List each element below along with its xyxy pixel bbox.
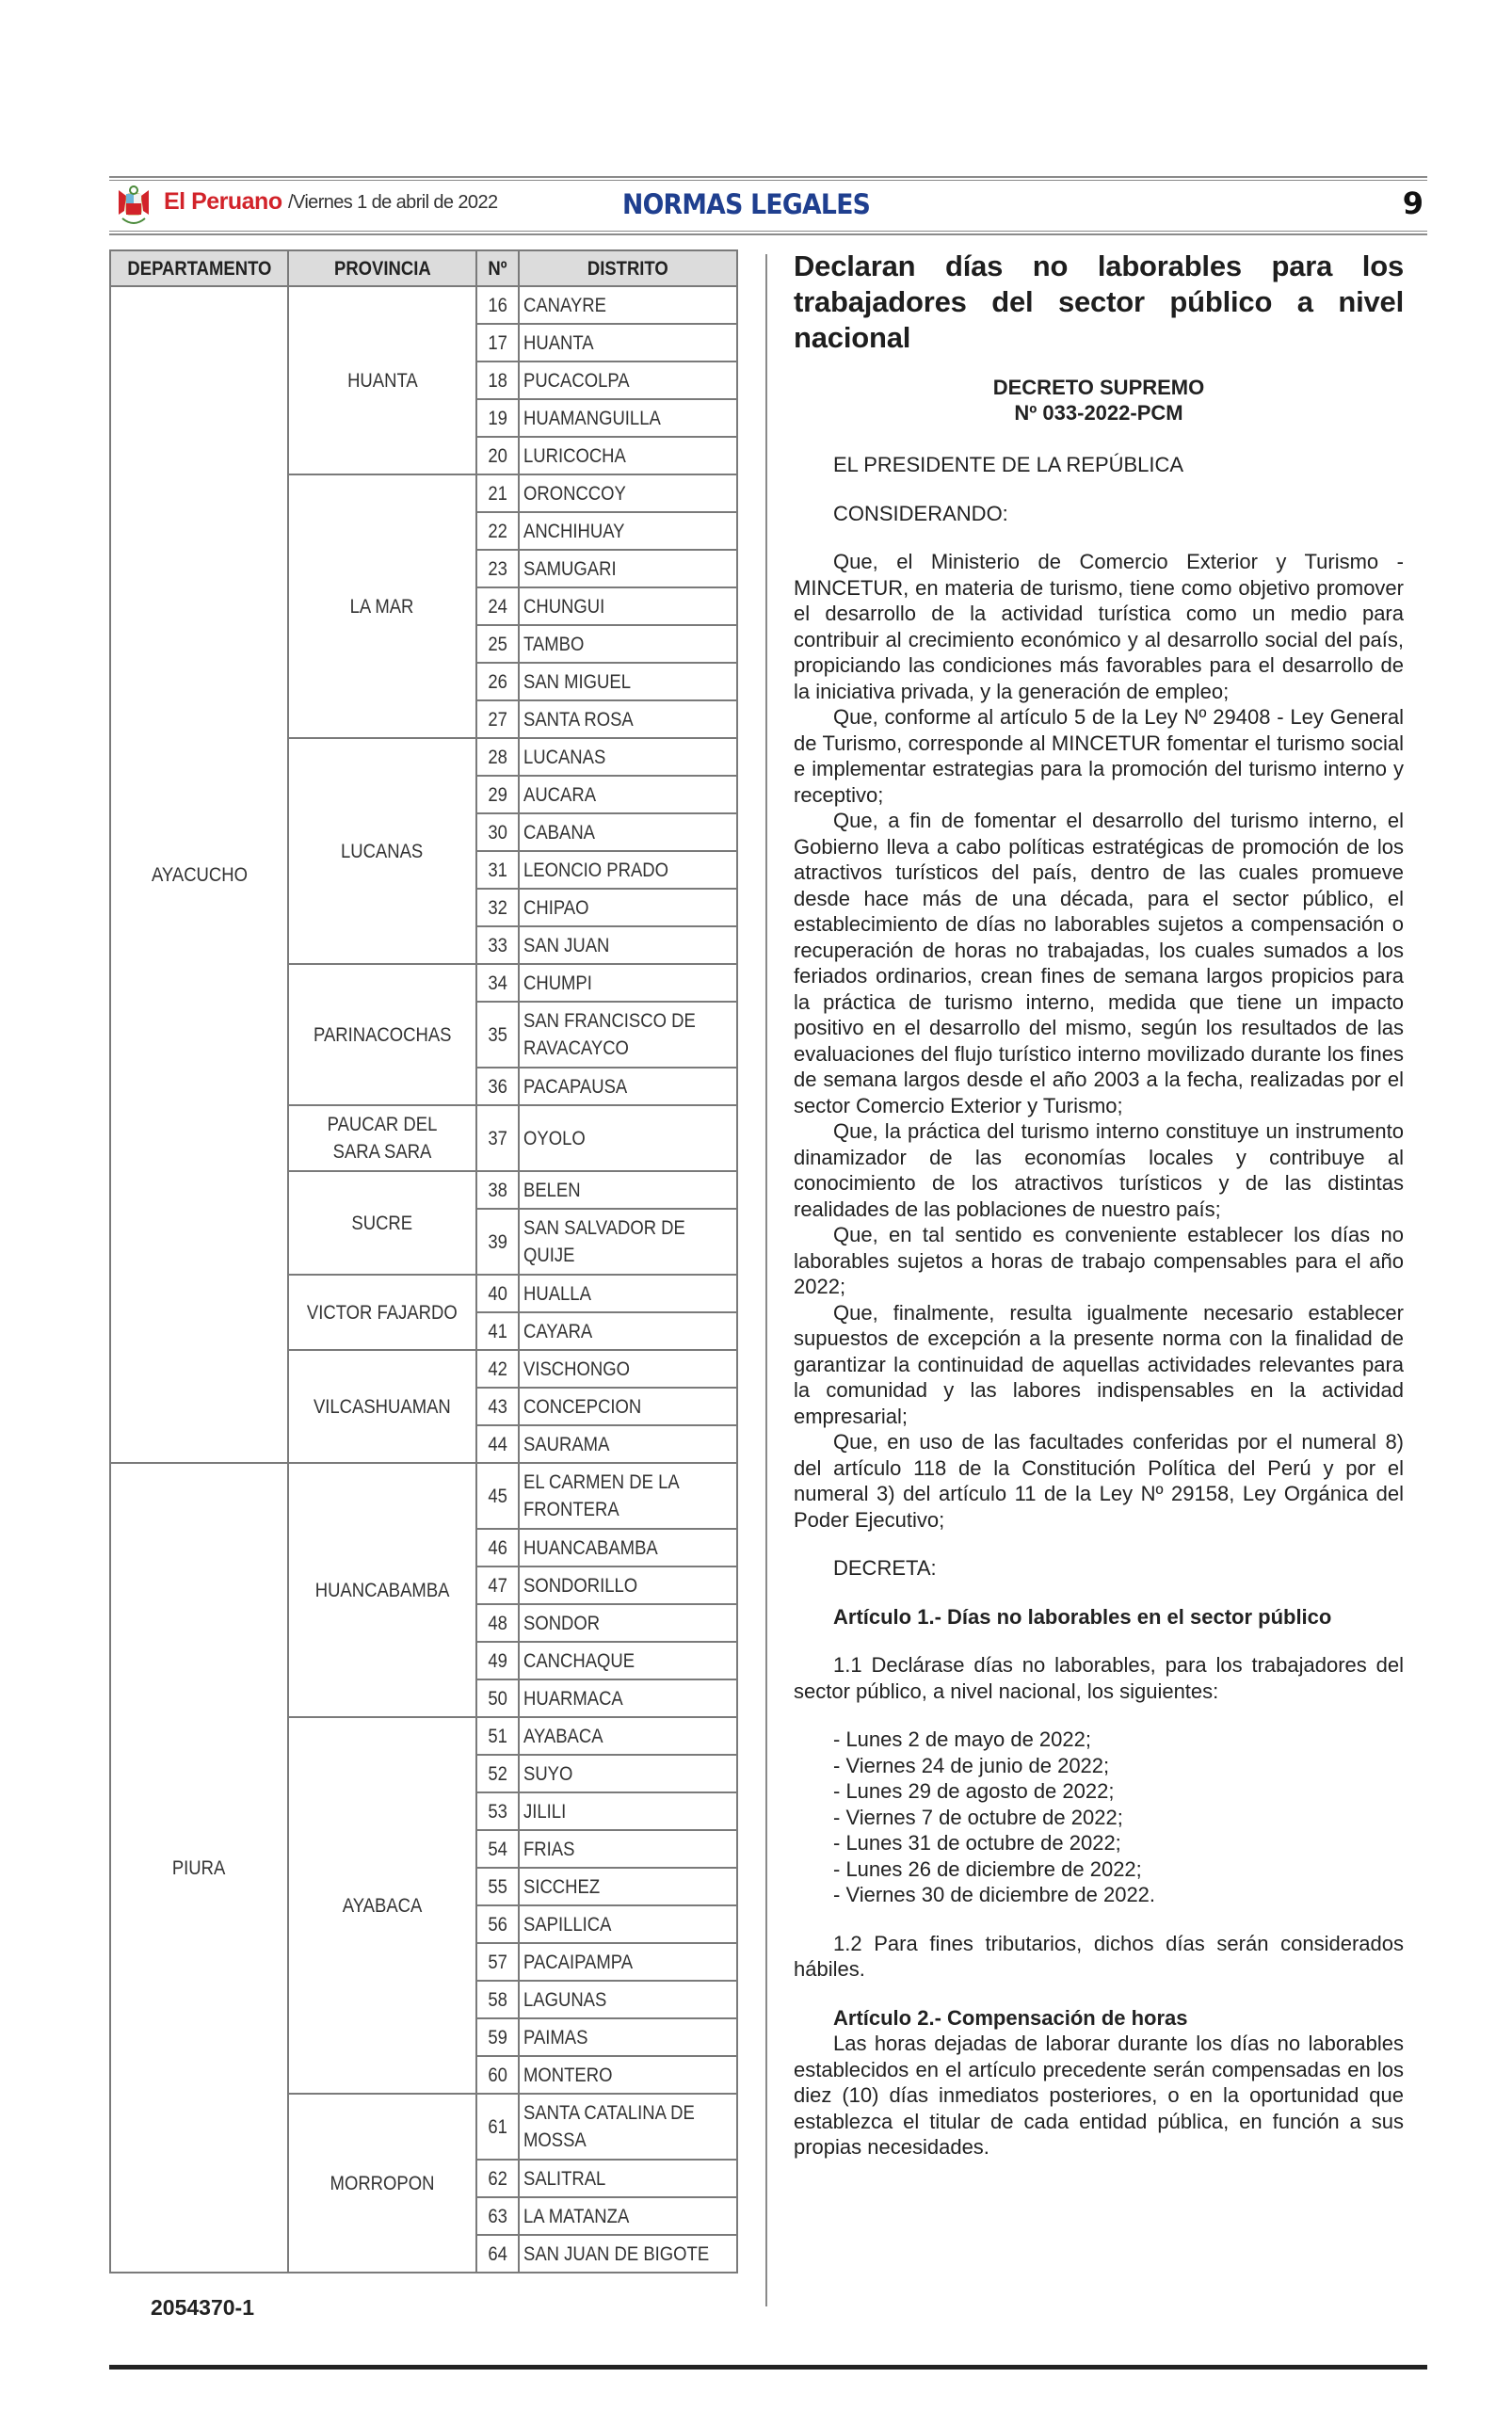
district-number-cell: 50	[476, 1679, 519, 1717]
district-number-cell: 30	[476, 813, 519, 851]
district-number-cell: 25	[476, 625, 519, 663]
province-cell: VILCASHUAMAN	[288, 1350, 476, 1463]
district-number-cell: 32	[476, 889, 519, 926]
district-number-cell: 40	[476, 1275, 519, 1312]
article-1-heading: Artículo 1.- Días no laborables en el sector público	[833, 1604, 1332, 1629]
district-name-cell: SAN JUAN DE BIGOTE	[519, 2235, 737, 2273]
non-working-day-item: - Lunes 2 de mayo de 2022;	[833, 1727, 1091, 1751]
district-name-cell: PAIMAS	[519, 2018, 737, 2056]
table-row	[110, 286, 737, 324]
district-number-cell: 19	[476, 399, 519, 437]
article-2-text: Las horas dejadas de laborar durante los días no laborables establecidos en el artículo precedente serán compensadas en los diez (10) días inmediatos posteriores, o en la oportunidad que establezca el titular de cada entidad pública, en función a sus propias necesidades.	[794, 2032, 1404, 2159]
non-working-day-item: - Lunes 31 de octubre de 2022;	[833, 1831, 1121, 1855]
district-number-cell: 41	[476, 1312, 519, 1350]
district-number-cell: 49	[476, 1642, 519, 1679]
district-name-cell: SUYO	[519, 1755, 737, 1792]
district-name-cell: CABANA	[519, 813, 737, 851]
province-cell: MORROPON	[288, 2094, 476, 2273]
decree-number: Nº 033-2022-PCM	[1014, 401, 1183, 425]
districts-table	[109, 249, 738, 2273]
district-number-cell: 48	[476, 1604, 519, 1642]
district-name-cell: SAN FRANCISCO DE RAVACAYCO	[519, 1002, 737, 1068]
district-number-cell: 43	[476, 1388, 519, 1425]
district-number-cell: 27	[476, 700, 519, 738]
article-column	[794, 249, 1404, 2161]
consideration-paragraph: Que, en tal sentido es conveniente establecer los días no laborables sujetos a horas de trabajo compensables para el año 2022;	[794, 1223, 1404, 1298]
district-number-cell: 64	[476, 2235, 519, 2273]
non-working-day-item: - Viernes 30 de diciembre de 2022.	[833, 1883, 1156, 1906]
column-divider	[765, 254, 767, 2306]
district-name-cell: BELEN	[519, 1171, 737, 1209]
district-number-cell: 46	[476, 1529, 519, 1566]
district-number-cell: 61	[476, 2094, 519, 2160]
district-number-cell: 44	[476, 1425, 519, 1463]
province-cell: VICTOR FAJARDO	[288, 1275, 476, 1350]
district-number-cell: 39	[476, 1209, 519, 1275]
footer-rule	[109, 2365, 1427, 2370]
column-header-departamento: DEPARTAMENTO	[110, 250, 288, 286]
province-cell: SUCRE	[288, 1171, 476, 1275]
district-name-cell: OYOLO	[519, 1105, 737, 1171]
district-number-cell: 18	[476, 362, 519, 399]
masthead	[109, 183, 1427, 230]
district-name-cell: LA MATANZA	[519, 2197, 737, 2235]
district-name-cell: LEONCIO PRADO	[519, 851, 737, 889]
consideration-paragraph: Que, en uso de las facultades conferidas por el numeral 8) del artículo 118 de la Constitución Política del Perú y por el numeral 3) del artículo 11 de la Ley Nº 29158, Ley Orgánica del Poder Ejecutivo;	[794, 1430, 1404, 1532]
district-number-cell: 33	[476, 926, 519, 964]
district-number-cell: 37	[476, 1105, 519, 1171]
province-cell: PARINACOCHAS	[288, 964, 476, 1105]
province-cell: LA MAR	[288, 474, 476, 738]
district-number-cell: 22	[476, 512, 519, 550]
province-cell: HUANCABAMBA	[288, 1463, 476, 1717]
non-working-day-item: - Viernes 7 de octubre de 2022;	[833, 1805, 1123, 1829]
district-name-cell: SAN MIGUEL	[519, 663, 737, 700]
district-name-cell: HUANCABAMBA	[519, 1529, 737, 1566]
district-name-cell: AYABACA	[519, 1717, 737, 1755]
article-1-2: 1.2 Para fines tributarios, dichos días serán considerados hábiles.	[794, 1931, 1404, 1981]
district-name-cell: SONDORILLO	[519, 1566, 737, 1604]
district-name-cell: SONDOR	[519, 1604, 737, 1642]
district-number-cell: 23	[476, 550, 519, 587]
district-name-cell: VISCHONGO	[519, 1350, 737, 1388]
district-name-cell: SAN SALVADOR DE QUIJE	[519, 1209, 737, 1275]
consideration-paragraph: Que, finalmente, resulta igualmente necesario establecer supuestos de excepción a la presente norma con la finalidad de garantizar la continuidad de aquellas actividades relevantes para la comunidad y las labores indispensables en la actividad empresarial;	[794, 1300, 1404, 1428]
district-number-cell: 45	[476, 1463, 519, 1529]
district-name-cell: CHUNGUI	[519, 587, 737, 625]
district-name-cell: PACAIPAMPA	[519, 1943, 737, 1981]
district-name-cell: CANCHAQUE	[519, 1642, 737, 1679]
district-number-cell: 47	[476, 1566, 519, 1604]
district-number-cell: 17	[476, 324, 519, 362]
column-header-distrito: DISTRITO	[519, 250, 737, 286]
non-working-days-list	[794, 1727, 1404, 1908]
consideration-paragraph: Que, el Ministerio de Comercio Exterior y Turismo - MINCETUR, en materia de turismo, tiene como objetivo promover el desarrollo de la actividad turística como un medio para contribuir al crecimiento económico y al desarrollo social del país, propiciando las condiciones más favorables para el desarrollo de la iniciativa privada, y la generación de empleo;	[794, 550, 1404, 703]
consideration-paragraph: Que, conforme al artículo 5 de la Ley Nº 29408 - Ley General de Turismo, corresponde al MINCETUR fomentar el turismo social e implementar estrategias para la promoción del turismo interno y receptivo;	[794, 705, 1404, 807]
district-number-cell: 29	[476, 776, 519, 813]
district-name-cell: ORONCCOY	[519, 474, 737, 512]
column-header-numero: Nº	[476, 250, 519, 286]
district-name-cell: SALITRAL	[519, 2160, 737, 2197]
district-name-cell: AUCARA	[519, 776, 737, 813]
province-cell: LUCANAS	[288, 738, 476, 964]
district-number-cell: 35	[476, 1002, 519, 1068]
section-title: NORMAS LEGALES	[622, 188, 871, 220]
district-name-cell: SAPILLICA	[519, 1905, 737, 1943]
considering-label: CONSIDERANDO:	[833, 501, 1008, 525]
district-name-cell: ANCHIHUAY	[519, 512, 737, 550]
district-number-cell: 20	[476, 437, 519, 474]
article-title: Declaran días no laborables para los trabajadores del sector público a nivel nacional	[794, 249, 1404, 354]
district-name-cell: LUCANAS	[519, 738, 737, 776]
department-cell: PIURA	[110, 1463, 288, 2273]
non-working-day-item: - Lunes 29 de agosto de 2022;	[833, 1779, 1115, 1803]
district-name-cell: LURICOCHA	[519, 437, 737, 474]
district-number-cell: 58	[476, 1981, 519, 2018]
district-number-cell: 34	[476, 964, 519, 1002]
district-number-cell: 16	[476, 286, 519, 324]
district-name-cell: HUAMANGUILLA	[519, 399, 737, 437]
district-number-cell: 54	[476, 1830, 519, 1868]
decree-heading	[794, 375, 1404, 426]
province-cell: HUANTA	[288, 286, 476, 474]
table-header-row	[110, 250, 737, 286]
district-name-cell: CAYARA	[519, 1312, 737, 1350]
district-number-cell: 63	[476, 2197, 519, 2235]
district-name-cell: PACAPAUSA	[519, 1068, 737, 1105]
brand-name: El Peruano	[164, 188, 282, 215]
district-name-cell: CHIPAO	[519, 889, 737, 926]
district-number-cell: 26	[476, 663, 519, 700]
province-cell: AYABACA	[288, 1717, 476, 2094]
district-number-cell: 56	[476, 1905, 519, 1943]
district-name-cell: SAN JUAN	[519, 926, 737, 964]
district-number-cell: 60	[476, 2056, 519, 2094]
district-name-cell: MONTERO	[519, 2056, 737, 2094]
district-number-cell: 53	[476, 1792, 519, 1830]
district-name-cell: TAMBO	[519, 625, 737, 663]
column-header-provincia: PROVINCIA	[288, 250, 476, 286]
district-name-cell: FRIAS	[519, 1830, 737, 1868]
district-name-cell: CHUMPI	[519, 964, 737, 1002]
header-bottom-rule-inner	[109, 231, 1427, 232]
header-top-rule	[109, 176, 1427, 178]
province-cell: PAUCAR DEL SARA SARA	[288, 1105, 476, 1171]
article-1-1: 1.1 Declárase días no laborables, para los trabajadores del sector público, a nivel nacional, los siguientes:	[794, 1653, 1404, 1703]
district-number-cell: 59	[476, 2018, 519, 2056]
district-name-cell: EL CARMEN DE LA FRONTERA	[519, 1463, 737, 1529]
district-number-cell: 38	[476, 1171, 519, 1209]
district-number-cell: 57	[476, 1943, 519, 1981]
district-number-cell: 42	[476, 1350, 519, 1388]
table-row	[110, 1463, 737, 1529]
district-name-cell: SAMUGARI	[519, 550, 737, 587]
non-working-day-item: - Lunes 26 de diciembre de 2022;	[833, 1856, 1142, 1881]
district-number-cell: 52	[476, 1755, 519, 1792]
consideration-paragraph: Que, a fin de fomentar el desarrollo del turismo interno, el Gobierno lleva a cabo políticas estratégicas de promoción de los atractivos turísticos del país, dentro de las cuales promueve desde hace más de una década, para el sector público, el establecimiento de días no laborables sujetos a compensación o recuperación de horas no trabajadas, los cuales sumados a los feriados ordinarios, crean fines de semana largos propicios para la práctica de turismo interno, medida que tiene un impacto positivo en el desarrollo del mismo, según los resultados de las evaluaciones del flujo turístico interno movilizado durante los fines de semana largos desde el año 2003 a la fecha, realizadas por el sector Comercio Exterior y Turismo;	[794, 809, 1404, 1117]
district-name-cell: CANAYRE	[519, 286, 737, 324]
table-body	[110, 286, 737, 2273]
district-name-cell: SANTA CATALINA DE MOSSA	[519, 2094, 737, 2160]
issuer: EL PRESIDENTE DE LA REPÚBLICA	[833, 453, 1184, 476]
district-name-cell: HUALLA	[519, 1275, 737, 1312]
non-working-day-item: - Viernes 24 de junio de 2022;	[833, 1753, 1110, 1777]
district-number-cell: 24	[476, 587, 519, 625]
district-number-cell: 36	[476, 1068, 519, 1105]
issue-date: /Viernes 1 de abril de 2022	[288, 192, 498, 213]
district-number-cell: 62	[476, 2160, 519, 2197]
district-name-cell: SANTA ROSA	[519, 700, 737, 738]
district-name-cell: SICCHEZ	[519, 1868, 737, 1905]
district-name-cell: HUARMACA	[519, 1679, 737, 1717]
header-top-rule-inner	[109, 180, 1427, 181]
district-number-cell: 21	[476, 474, 519, 512]
district-name-cell: CONCEPCION	[519, 1388, 737, 1425]
district-name-cell: PUCACOLPA	[519, 362, 737, 399]
district-name-cell: LAGUNAS	[519, 1981, 737, 2018]
page-number: 9	[1402, 185, 1424, 221]
article-2-heading: Artículo 2.- Compensación de horas	[833, 2005, 1188, 2030]
department-cell: AYACUCHO	[110, 286, 288, 1463]
district-name-cell: HUANTA	[519, 324, 737, 362]
district-number-cell: 31	[476, 851, 519, 889]
consideration-paragraph: Que, la práctica del turismo interno constituye un instrumento dinamizador de las economías locales y contribuye al conocimiento de los atractivos turísticos y de las distintas realidades de las poblaciones de nuestro país;	[794, 1119, 1404, 1221]
peru-coat-of-arms-icon	[115, 183, 153, 228]
district-number-cell: 28	[476, 738, 519, 776]
document-code: 2054370-1	[151, 2295, 254, 2320]
decreta-label: DECRETA:	[833, 1556, 937, 1580]
district-number-cell: 51	[476, 1717, 519, 1755]
decree-type: DECRETO SUPREMO	[992, 376, 1205, 399]
district-number-cell: 55	[476, 1868, 519, 1905]
district-name-cell: SAURAMA	[519, 1425, 737, 1463]
considerations	[794, 549, 1404, 1533]
district-name-cell: JILILI	[519, 1792, 737, 1830]
header-bottom-rule	[109, 233, 1427, 235]
